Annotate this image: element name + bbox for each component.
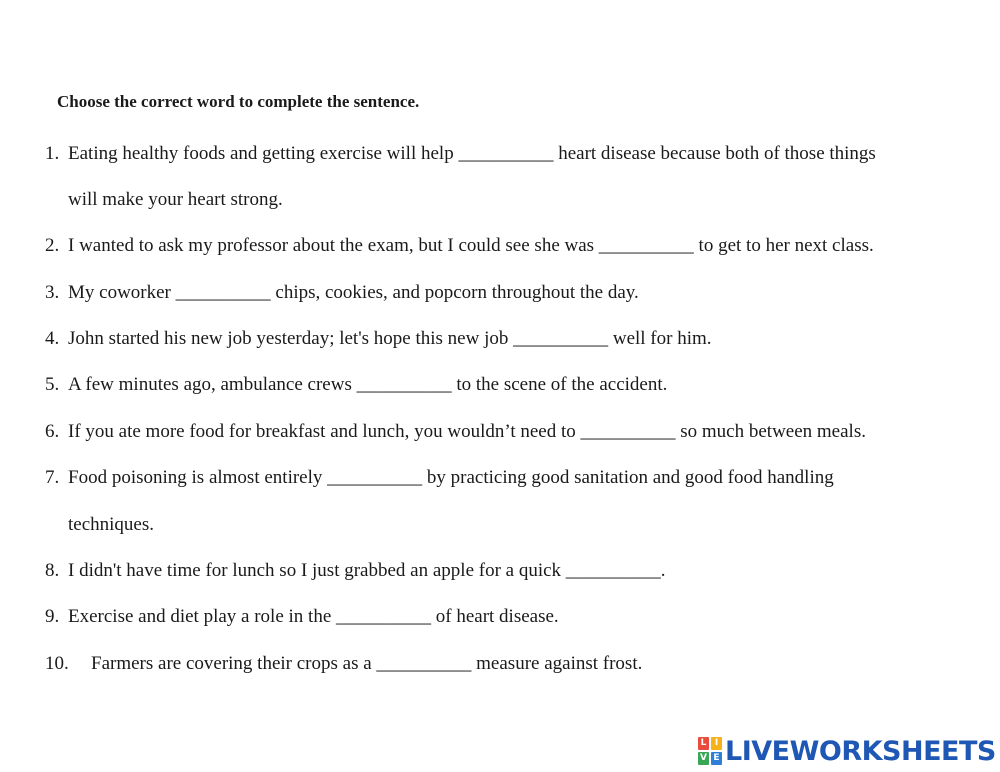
item-number: 4. [45,328,60,349]
item-number: 5. [45,374,60,395]
item-number: 8. [45,560,60,581]
item-number: 3. [45,282,60,303]
item-number: 2. [45,235,60,256]
item-text: will make your heart strong. [68,189,283,210]
item-text: John started his new job yesterday; let's hope this new job __________ well for him. [68,328,712,349]
logo-block: I [711,737,722,750]
item-number: 7. [45,467,60,488]
logo-block: V [698,752,709,765]
item-text: Eating healthy foods and getting exercise will help __________ heart disease because both of those things [68,143,876,164]
logo-block: E [711,752,722,765]
instructions: Choose the correct word to complete the sentence. [57,92,420,111]
item-number: 1. [45,143,60,164]
logo-text: LIVEWORKSHEETS [725,735,996,767]
item-text: Food poisoning is almost entirely __________ by practicing good sanitation and good food handling [68,467,834,488]
item-text: Exercise and diet play a role in the __________ of heart disease. [68,606,559,627]
item-text: techniques. [68,514,155,535]
item-text: Farmers are covering their crops as a __________ measure against frost. [91,653,643,674]
item-text: I didn't have time for lunch so I just grabbed an apple for a quick __________. [68,560,666,581]
item-text: If you ate more food for breakfast and lunch, you wouldn’t need to __________ so much between meals. [68,421,866,442]
logo-blocks-icon [698,737,722,765]
item-text: I wanted to ask my professor about the exam, but I could see she was __________ to get to her next class. [68,235,874,256]
logo-block: L [698,737,709,750]
item-text: A few minutes ago, ambulance crews __________ to the scene of the accident. [68,374,668,395]
item-text: My coworker __________ chips, cookies, and popcorn throughout the day. [68,282,639,303]
item-number: 6. [45,421,60,442]
item-number: 9. [45,606,60,627]
item-number: 10. [45,653,69,674]
liveworksheets-logo [698,736,996,766]
